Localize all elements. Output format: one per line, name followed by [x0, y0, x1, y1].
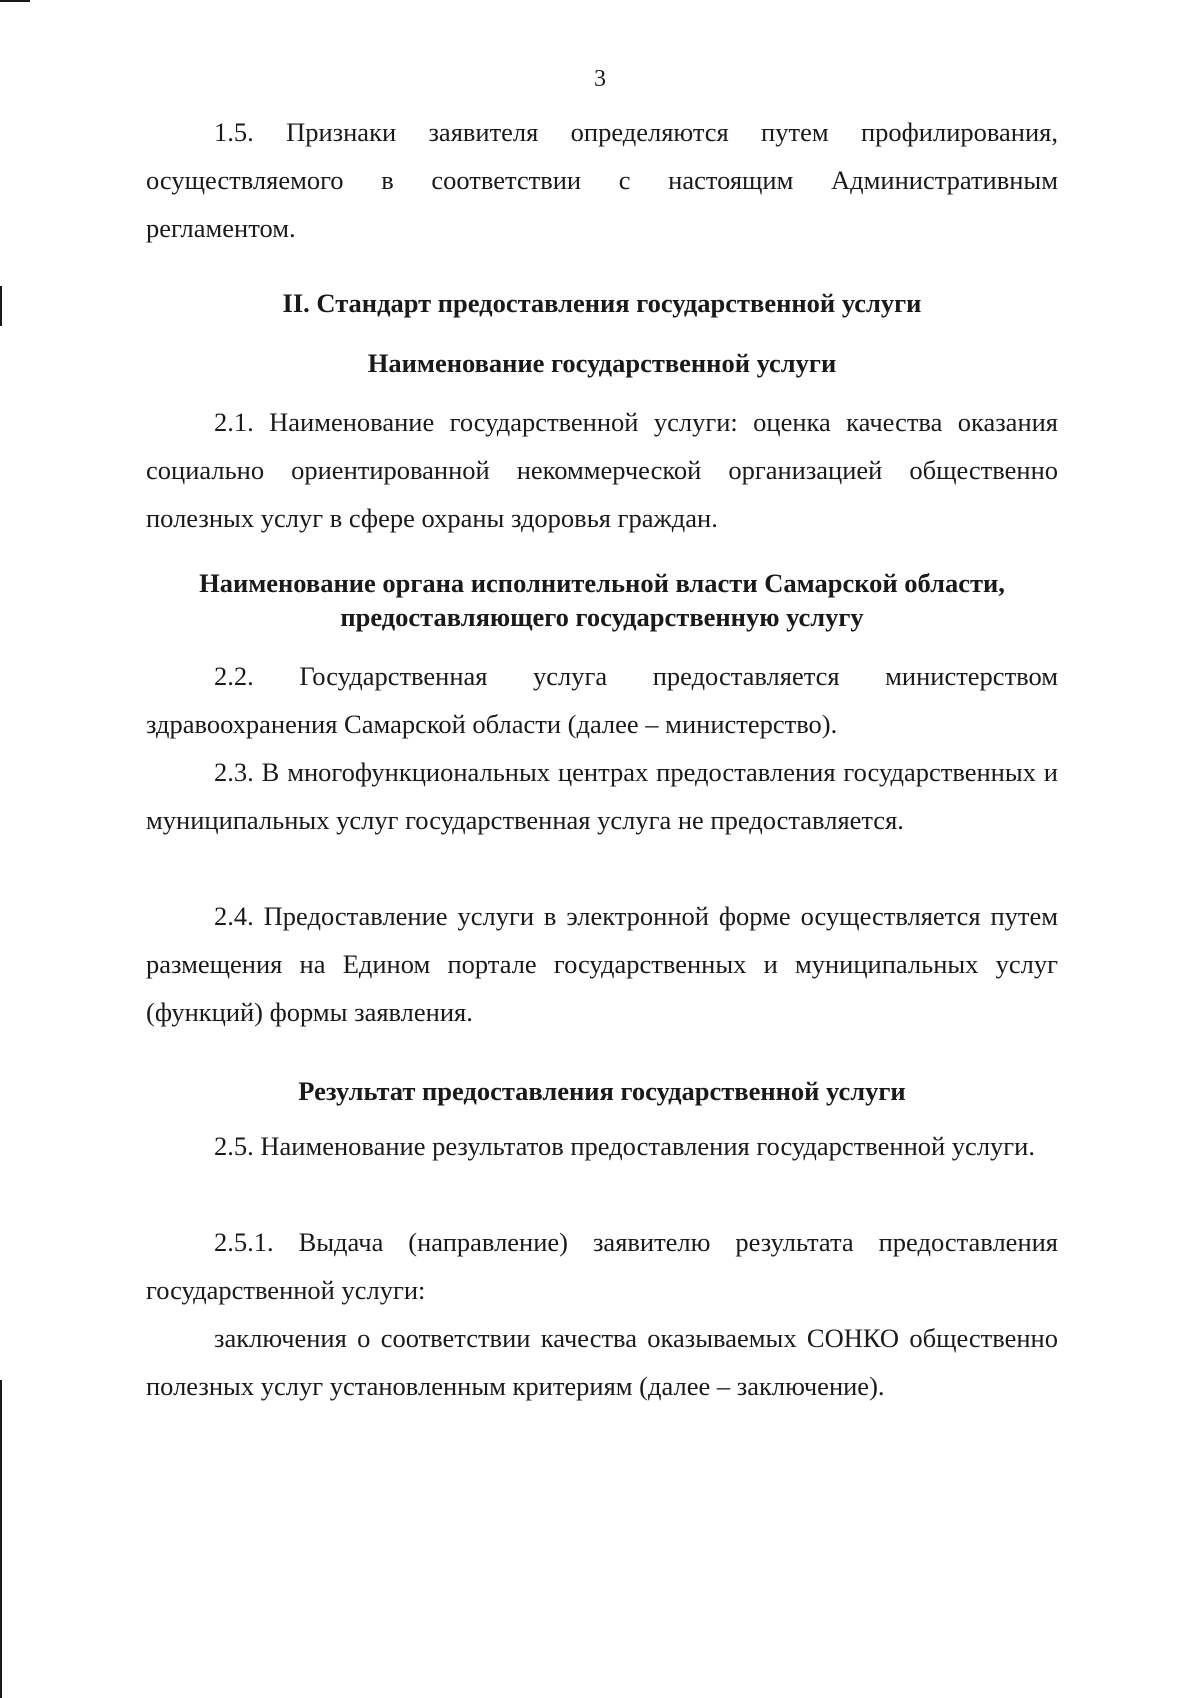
- paragraph-2-2: 2.2. Государственная услуга предоставляется министерством здравоохранения Самарской области (далее – министерство).: [146, 661, 1058, 739]
- scan-edge-mark: [0, 1380, 2, 1698]
- subheading-authority: [146, 566, 1058, 634]
- paragraph-2-3: 2.3. В многофункциональных центрах предоставления государственных и муниципальных услуг государственная услуга не предоставляется.: [146, 757, 1058, 835]
- paragraph-1-5: 1.5. Признаки заявителя определяются путем профилирования, осуществляемого в соответствии с настоящим Административным регламентом.: [146, 117, 1058, 243]
- paragraph-conclusion: заключения о соответствии качества оказываемых СОНКО общественно полезных услуг установленным критериям (далее – заключение).: [146, 1323, 1058, 1401]
- page-number: 3: [594, 66, 606, 92]
- paragraph-2-5-1: 2.5.1. Выдача (направление) заявителю результата предоставления государственной услуги:: [146, 1227, 1058, 1305]
- scan-edge-mark: [0, 286, 2, 326]
- subheading-result: Результат предоставления государственной услуги: [298, 1076, 906, 1106]
- subheading-service-name: Наименование государственной услуги: [367, 348, 837, 378]
- paragraph-2-1: 2.1. Наименование государственной услуги: оценка качества оказания социально ориентированной некоммерческой организацией общественно полезных услуг в сфере охраны здоровья граждан.: [146, 407, 1058, 533]
- subheading-authority-line-1: Наименование органа исполнительной власти Самарской области,: [199, 568, 1005, 598]
- subheading-authority-line-2: предоставляющего государственную услугу: [340, 602, 864, 632]
- paragraph-2-5: 2.5. Наименование результатов предоставления государственной услуги.: [214, 1131, 1035, 1161]
- scan-edge-mark: [0, 0, 30, 2]
- paragraph-2-4: 2.4. Предоставление услуги в электронной форме осуществляется путем размещения на Едином портале государственных и муниципальных услуг (функций) формы заявления.: [146, 901, 1058, 1027]
- section-heading-standard: II. Стандарт предоставления государственной услуги: [282, 288, 922, 318]
